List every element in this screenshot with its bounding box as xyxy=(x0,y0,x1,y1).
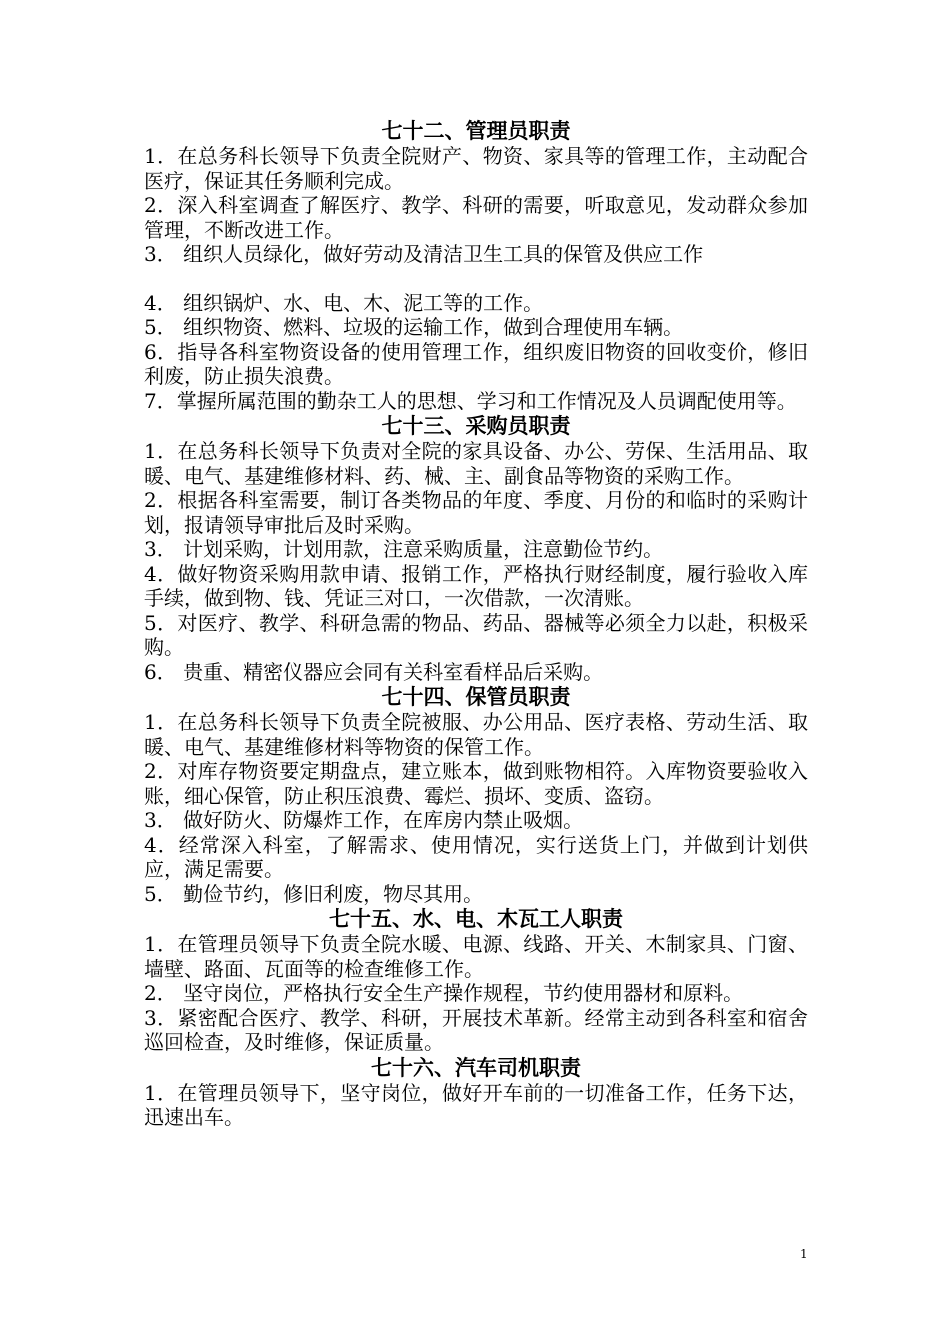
page-number: 1 xyxy=(800,1247,808,1261)
list-item: 6．指导各科室物资设备的使用管理工作，组织废旧物资的回收变价，修旧利废，防止损失浪费。 xyxy=(144,339,808,388)
list-item: 3．紧密配合医疗、教学、科研，开展技术革新。经常主动到各科室和宿舍巡回检查，及时维修，保证质量。 xyxy=(144,1005,808,1054)
list-item: 1．在管理员领导下负责全院水暖、电源、线路、开关、木制家具、门窗、墙壁、路面、瓦面等的检查维修工作。 xyxy=(144,932,808,981)
section-75 xyxy=(144,906,808,1055)
section-74 xyxy=(144,684,808,906)
list-item: 2． 坚守岗位，严格执行安全生产操作规程，节约使用器材和原料。 xyxy=(144,981,744,1005)
list-item: 5．对医疗、教学、科研急需的物品、药品、器械等必须全力以赴，积极采购。 xyxy=(144,610,808,659)
section-heading: 七十六、汽车司机职责 xyxy=(371,1054,581,1080)
section-73 xyxy=(144,413,808,684)
list-item: 5． 组织物资、燃料、垃圾的运输工作，做到合理使用车辆。 xyxy=(144,315,684,339)
list-item: 2．根据各科室需要，制订各类物品的年度、季度、月份的和临时的采购计划，报请领导审批后及时采购。 xyxy=(144,488,808,537)
list-item: 2．对库存物资要定期盘点，建立账本，做到账物相符。入库物资要验收入账，细心保管，防止积压浪费、霉烂、损坏、变质、盗窃。 xyxy=(144,759,808,808)
list-item: 1．在管理员领导下，坚守岗位，做好开车前的一切准备工作，任务下达，迅速出车。 xyxy=(144,1080,808,1129)
section-heading: 七十四、保管员职责 xyxy=(381,684,571,709)
list-item: 2．深入科室调查了解医疗、教学、科研的需要，听取意见，发动群众参加管理，不断改进工作。 xyxy=(144,193,808,242)
list-item: 3． 做好防火、防爆炸工作，在库房内禁止吸烟。 xyxy=(144,808,584,832)
list-item: 4． 组织锅炉、水、电、木、泥工等的工作。 xyxy=(144,290,544,315)
list-item: 3． 计划采购，计划用款，注意采购质量，注意勤俭节约。 xyxy=(144,537,664,561)
list-item: 1．在总务科长领导下负责全院财产、物资、家具等的管理工作，主动配合医疗，保证其任务顺利完成。 xyxy=(144,144,808,193)
list-item: 3． 组织人员绿化，做好劳动及清洁卫生工具的保管及供应工作 xyxy=(144,242,704,266)
list-item: 4．经常深入科室，了解需求、使用情况，实行送货上门，并做到计划供应，满足需要。 xyxy=(144,832,808,881)
list-item: 1．在总务科长领导下负责对全院的家具设备、办公、劳保、生活用品、取暖、电气、基建维修材料、药、械、主、副食品等物资的采购工作。 xyxy=(144,439,808,488)
list-item: 1．在总务科长领导下负责全院被服、办公用品、医疗表格、劳动生活、取暖、电气、基建维修材料等物资的保管工作。 xyxy=(144,710,808,759)
section-heading: 七十五、水、电、木瓦工人职责 xyxy=(329,906,623,931)
section-heading: 七十三、采购员职责 xyxy=(381,413,571,438)
document-body xyxy=(144,118,808,1130)
section-76 xyxy=(144,1055,808,1130)
section-72 xyxy=(144,118,808,413)
list-item: 7．掌握所属范围的勤杂工人的思想、学习和工作情况及人员调配使用等。 xyxy=(144,388,797,413)
list-item: 5． 勤俭节约，修旧利废，物尽其用。 xyxy=(144,881,484,906)
section-heading: 七十二、管理员职责 xyxy=(381,118,571,143)
list-item: 6． 贵重、精密仪器应会同有关科室看样品后采购。 xyxy=(144,659,604,684)
list-item: 4．做好物资采购用款申请、报销工作，严格执行财经制度，履行验收入库手续，做到物、钱、凭证三对口，一次借款，一次清账。 xyxy=(144,561,808,610)
